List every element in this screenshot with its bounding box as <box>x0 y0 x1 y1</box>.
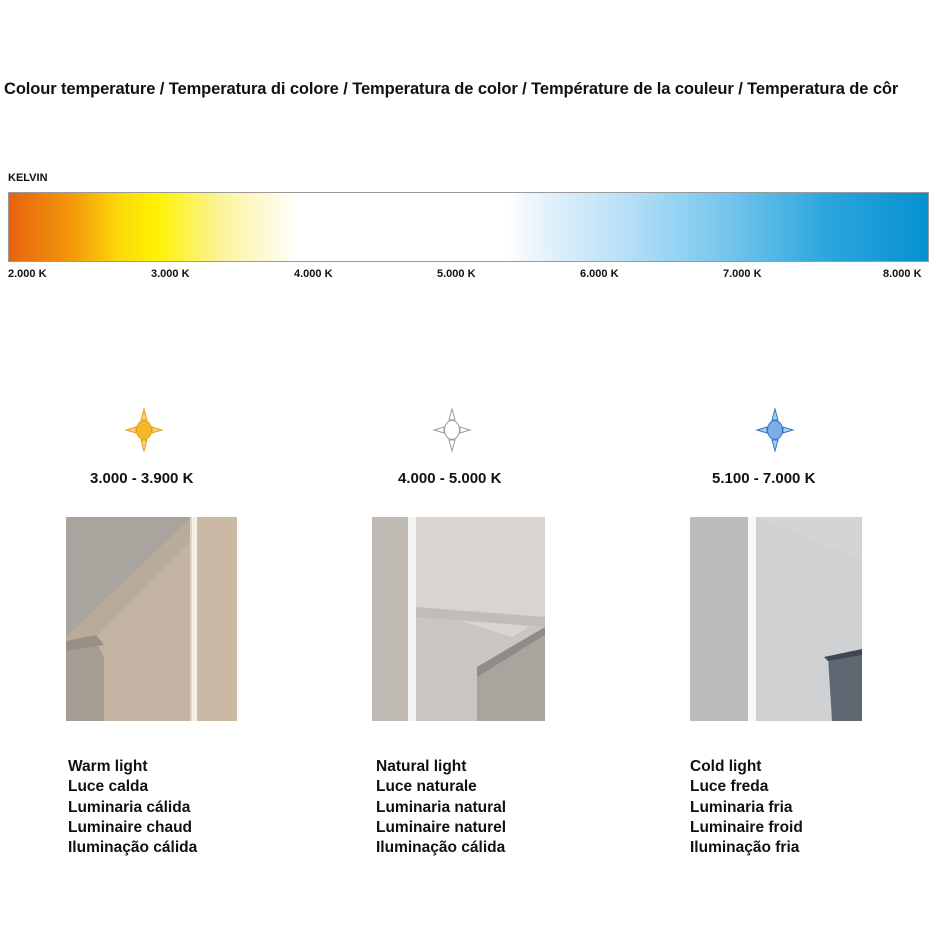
cold-name-it: Luce freda <box>690 778 769 796</box>
warm-name-es: Luminaria cálida <box>68 798 191 816</box>
warm-name-en: Warm light <box>68 758 148 775</box>
warm-name-pt: Iluminação cálida <box>68 839 198 857</box>
kelvin-label: KELVIN <box>8 172 48 184</box>
cold-name-es: Luminaria fria <box>690 798 793 816</box>
cold-light-icon <box>755 408 795 452</box>
warm-name-it: Luce calda <box>68 778 149 796</box>
natural-light-photo <box>372 517 545 721</box>
page-title: Colour temperature / Temperatura di colore / Temperatura de color / Température de la couleur / Temperatura de côr <box>4 80 899 98</box>
color-temperature-gradient-bar <box>8 192 929 262</box>
tick-label-7000: 7.000 K <box>723 268 762 280</box>
cold-name-fr: Luminaire froid <box>690 818 803 836</box>
natural-name-fr: Luminaire naturel <box>376 818 507 836</box>
tick-label-2000: 2.000 K <box>8 268 47 280</box>
natural-light-icon <box>432 408 472 452</box>
warm-light-icon <box>124 408 164 452</box>
cold-name-pt: Iluminação fria <box>690 839 800 857</box>
natural-name-it: Luce naturale <box>376 778 477 796</box>
cold-light-names <box>690 757 803 858</box>
tick-label-8000: 8.000 K <box>883 268 922 280</box>
warm-range-label: 3.000 - 3.900 K <box>90 470 194 487</box>
cold-range-label: 5.100 - 7.000 K <box>712 470 816 487</box>
tick-label-3000: 3.000 K <box>151 268 190 280</box>
warm-name-fr: Luminaire chaud <box>68 818 193 836</box>
warm-light-photo <box>66 517 237 721</box>
tick-label-5000: 5.000 K <box>437 268 476 280</box>
warm-light-names <box>68 757 197 858</box>
cold-light-photo <box>690 517 862 721</box>
natural-name-es: Luminaria natural <box>376 798 507 816</box>
natural-name-pt: Iluminação cálida <box>376 839 506 857</box>
tick-label-6000: 6.000 K <box>580 268 619 280</box>
natural-name-en: Natural light <box>376 758 467 775</box>
tick-label-4000: 4.000 K <box>294 268 333 280</box>
natural-light-names <box>376 757 506 858</box>
natural-range-label: 4.000 - 5.000 K <box>398 470 502 487</box>
cold-name-en: Cold light <box>690 758 762 775</box>
